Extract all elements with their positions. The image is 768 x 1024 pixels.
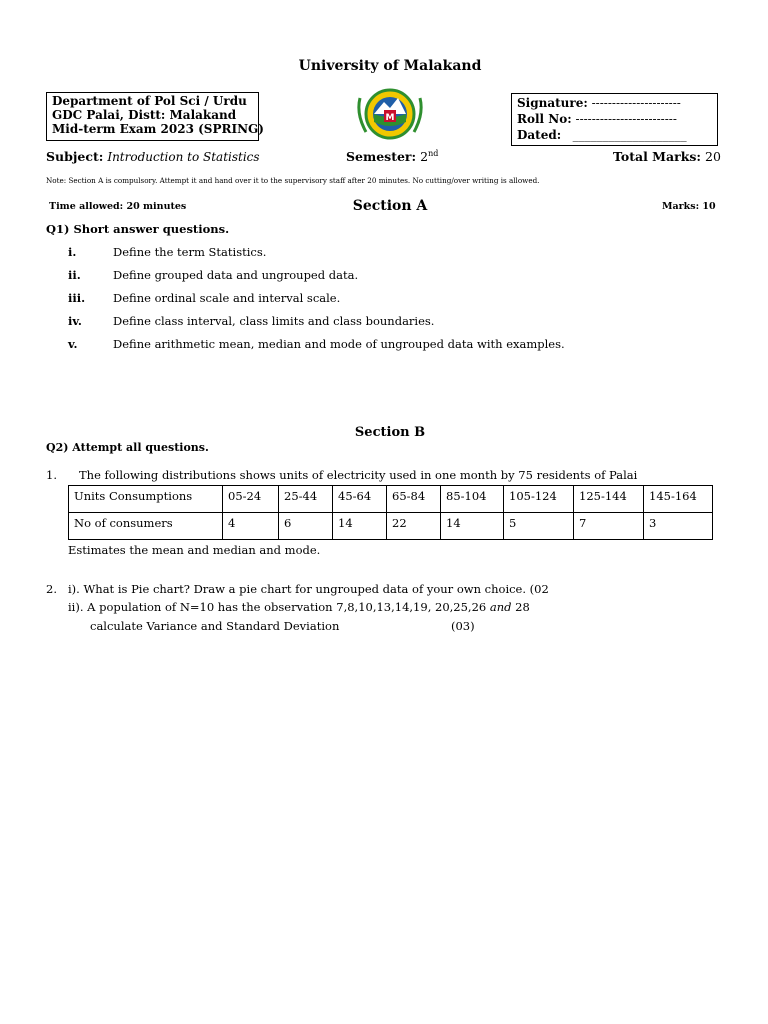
table-cell: 05-24 (223, 486, 279, 513)
table-cell: 145-164 (644, 486, 713, 513)
item-text: Define arithmetic mean, median and mode of ungrouped data with examples. (113, 337, 565, 351)
signature-box (511, 93, 718, 146)
item-text: Define ordinal scale and interval scale. (113, 291, 341, 305)
item-number: v. (68, 337, 78, 351)
table-cell: Units Consumptions (69, 486, 223, 513)
dated-label: Dated: (517, 128, 562, 142)
item-number: iii. (68, 291, 86, 305)
dept-line: Department of Pol Sci / Urdu (52, 94, 247, 108)
distribution-table (68, 485, 713, 540)
roll-label: Roll No: (517, 112, 572, 126)
table-cell: 3 (644, 513, 713, 540)
question-2-part-ii-marks: (03) (451, 619, 475, 633)
question-2-part-ii-line2: calculate Variance and Standard Deviation (90, 619, 340, 633)
table-cell: 65-84 (387, 486, 441, 513)
instruction-note: Note: Section A is compulsory. Attempt it and hand over it to the supervisory staff after 20 minutes. No cutting/over writing is allowed. (46, 176, 540, 185)
dated-line (517, 127, 717, 143)
table-cell: 22 (387, 513, 441, 540)
table-cell: 6 (279, 513, 333, 540)
signature-label: Signature: (517, 96, 588, 110)
item-number: i. (68, 245, 77, 259)
q2-heading: Q2) Attempt all questions. (46, 441, 209, 454)
subject-label: Subject: (46, 149, 104, 164)
table-cell: 5 (504, 513, 574, 540)
university-logo (352, 84, 428, 144)
semester-sup: nd (428, 149, 439, 158)
item-number: ii. (68, 268, 81, 282)
signature-line (517, 95, 717, 111)
dated-blank: ___________________ (572, 128, 687, 142)
table-row (69, 513, 713, 540)
q2-ii-and: and (489, 600, 512, 614)
q2-ii-values: 7,8,10,13,14,19, 20,25,26 (336, 600, 490, 614)
q2-ii-last: 28 (511, 600, 530, 614)
q1-heading: Q1) Short answer questions. (46, 222, 230, 236)
question-2-number: 2. (46, 582, 57, 596)
total-marks-label: Total Marks: (613, 149, 702, 164)
department-box (46, 92, 264, 141)
item-number: iv. (68, 314, 82, 328)
question-2-part-ii (68, 600, 530, 614)
table-cell: 14 (441, 513, 504, 540)
signature-dashes: ---------------------- (591, 96, 681, 110)
university-seal-icon (352, 84, 428, 144)
item-text: Define the term Statistics. (113, 245, 267, 259)
table-row (69, 486, 713, 513)
dept-line: Mid-term Exam 2023 (SPRING) (52, 122, 264, 136)
q2-ii-prefix: ii). A population of N=10 has the observation (68, 600, 337, 614)
table-cell: 4 (223, 513, 279, 540)
semester-value: 2 (420, 149, 429, 165)
table-cell: 7 (574, 513, 644, 540)
total-marks-line (613, 149, 721, 164)
total-marks-value: 20 (705, 149, 721, 164)
table-cell: 45-64 (333, 486, 387, 513)
question-1-text: The following distributions shows units of electricity used in one month by 75 residents of Palai (79, 468, 638, 482)
svg-text:M: M (385, 113, 395, 123)
subject-line (46, 149, 260, 164)
university-title: University of Malakand (298, 58, 482, 74)
section-a-marks: Marks: 10 (662, 201, 716, 212)
table-cell: No of consumers (69, 513, 223, 540)
question-1-number: 1. (46, 468, 57, 482)
roll-line (517, 111, 717, 127)
subject-value: Introduction to Statistics (107, 150, 260, 164)
section-a-title: Section A (352, 198, 428, 214)
table-cell: 105-124 (504, 486, 574, 513)
table-cell: 125-144 (574, 486, 644, 513)
semester-line (346, 149, 438, 164)
question-2-part-i: i). What is Pie chart? Draw a pie chart for ungrouped data of your own choice. (02 (68, 582, 549, 596)
table-cell: 14 (333, 513, 387, 540)
item-text: Define class interval, class limits and class boundaries. (113, 314, 435, 328)
section-b-title: Section B (354, 425, 426, 440)
roll-dashes: ------------------------- (575, 112, 677, 126)
dept-line: GDC Palai, Distt: Malakand (52, 108, 237, 122)
estimate-instruction: Estimates the mean and median and mode. (68, 543, 321, 557)
time-allowed: Time allowed: 20 minutes (49, 201, 187, 212)
item-text: Define grouped data and ungrouped data. (113, 268, 359, 282)
table-cell: 85-104 (441, 486, 504, 513)
semester-label: Semester: (346, 149, 417, 165)
table-cell: 25-44 (279, 486, 333, 513)
